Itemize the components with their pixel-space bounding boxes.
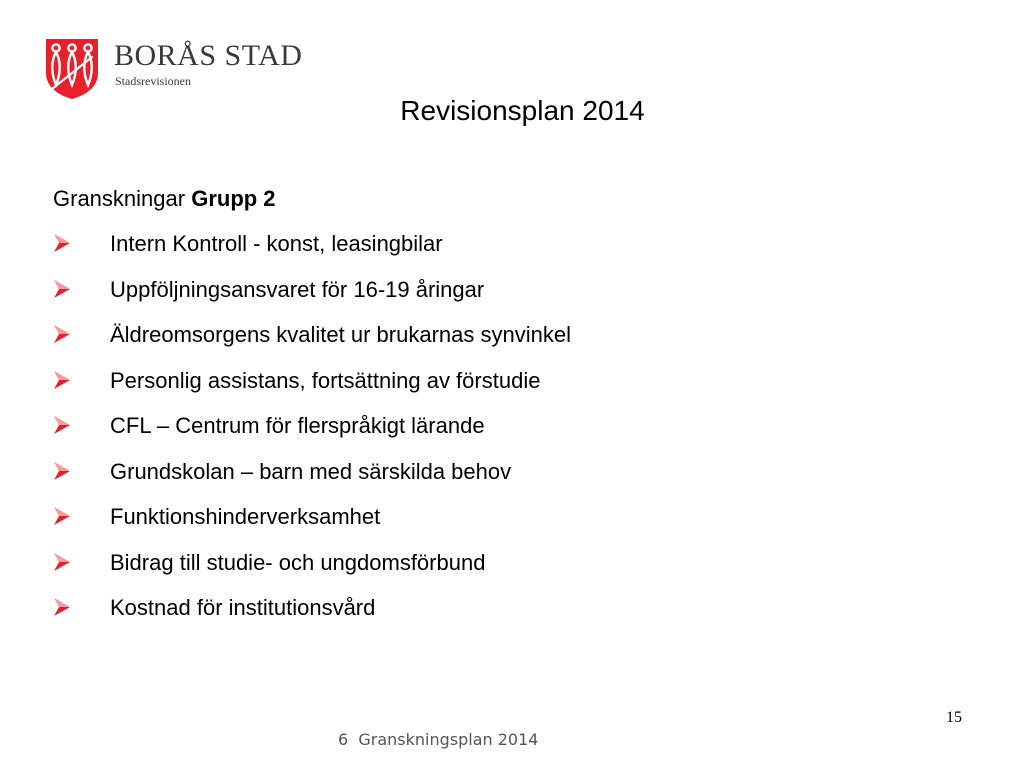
page-number: 15 [946, 709, 962, 726]
footer [338, 729, 538, 751]
group-name: Grupp 2 [191, 186, 276, 211]
arrow-bullet-icon [53, 552, 71, 572]
footer-text: Granskningsplan 2014 [358, 730, 539, 749]
arrow-bullet-icon [53, 415, 71, 435]
logo-subtitle: Stadsrevisionen [115, 74, 191, 88]
list-item-text: Bidrag till studie- och ungdomsförbund [110, 549, 486, 575]
list-item-text: Uppföljningsansvaret för 16-19 åringar [110, 276, 485, 302]
slide-title: Revisionsplan 2014 [400, 95, 645, 126]
arrow-bullet-icon [53, 370, 71, 390]
logo-name: BORÅS STAD [114, 39, 303, 72]
list-item-text: Grundskolan – barn med särskilda behov [110, 458, 512, 484]
arrow-bullet-icon [53, 279, 71, 299]
arrow-bullet-icon [53, 324, 71, 344]
footer-number: 6 [338, 730, 349, 749]
arrow-bullet-icon [53, 506, 71, 526]
boras-coat-of-arms-icon [44, 37, 100, 101]
group-heading [53, 184, 276, 214]
logo [44, 37, 324, 101]
list-item-text: Personlig assistans, fortsättning av förstudie [110, 367, 541, 393]
arrow-bullet-icon [53, 597, 71, 617]
arrow-bullet-icon [53, 461, 71, 481]
arrow-bullet-icon [53, 233, 71, 253]
group-label: Granskningar [53, 186, 186, 211]
list-item-text: Äldreomsorgens kvalitet ur brukarnas synvinkel [110, 322, 571, 347]
list-item-text: CFL – Centrum för flerspråkigt lärande [110, 413, 485, 438]
list-item-text: Intern Kontroll - konst, leasingbilar [110, 231, 443, 256]
list-item-text: Kostnad för institutionsvård [110, 595, 376, 620]
list-item-text: Funktionshinderverksamhet [110, 504, 381, 529]
